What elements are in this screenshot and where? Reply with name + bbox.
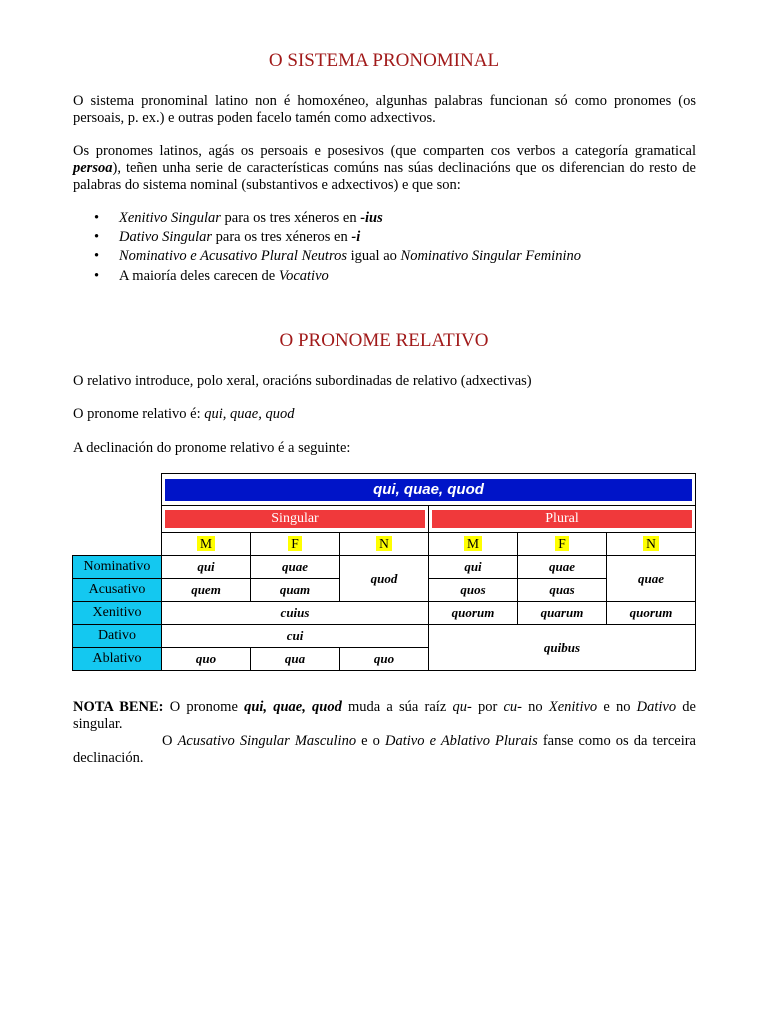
text-span: igual ao: [346, 248, 401, 265]
gender-label: F: [555, 536, 569, 551]
nota-bene-paragraph-2: [73, 733, 696, 767]
text-span: ), teñen unha serie de características comúns nas súas declinacións que os diferencian do resto de palabras do sistema nominal (substantivos e adxectivos) e que son:: [73, 160, 696, 193]
relativo-paragraph-1: O relativo introduce, polo xeral, oracións subordinadas de relativo (adxectivas): [73, 373, 532, 389]
text-span: e no: [597, 699, 637, 715]
form-cell: qui: [429, 556, 518, 579]
text-span: por: [471, 699, 504, 715]
form-cell: quae: [518, 556, 607, 579]
gender-label: M: [197, 536, 215, 551]
form-cell: cuius: [162, 602, 429, 625]
text-span: para os tres xéneros en: [212, 229, 352, 246]
gender-cell: [518, 533, 607, 556]
table-row: [73, 602, 696, 625]
case-label: Ablativo: [73, 648, 162, 671]
form-cell: quo: [162, 648, 251, 671]
text-span: A maioría deles carecen de: [119, 267, 279, 284]
form-cell: quo: [340, 648, 429, 671]
form-cell: quarum: [518, 602, 607, 625]
relativo-paragraph-2: [73, 406, 696, 423]
text-span: fanse como os da terceira declinación.: [73, 733, 696, 766]
gender-cell: [162, 533, 251, 556]
gender-label: F: [288, 536, 302, 551]
text-span: e o: [356, 733, 386, 749]
number-header-cell: [429, 506, 696, 533]
form-cell: quae: [607, 556, 696, 602]
term: Nominativo Singular Feminino: [400, 248, 581, 265]
relativo-paragraph-3: A declinación do pronome relativo é a seguinte:: [73, 440, 351, 456]
empty-cell: [73, 533, 162, 556]
table-row: [73, 556, 696, 579]
gender-cell: [429, 533, 518, 556]
text-span: O: [162, 733, 178, 749]
form-cell: quae: [251, 556, 340, 579]
text-span: de singular.: [73, 699, 696, 732]
text-span: O pronome relativo é:: [73, 406, 205, 422]
text-span: para os tres xéneros en: [220, 210, 361, 226]
list-item: [94, 228, 581, 247]
text-span: muda a súa raíz: [341, 699, 453, 715]
gender-cell: [340, 533, 429, 556]
table-row: [73, 533, 696, 556]
gender-label: N: [643, 536, 659, 551]
emphasis-persoa: persoa: [73, 160, 113, 176]
term: Nominativo e Acusativo Plural Neutros: [119, 248, 347, 265]
gender-label: M: [464, 536, 482, 551]
text-span: no: [522, 699, 549, 715]
table-row: [73, 474, 696, 506]
text-span: O pronome: [163, 699, 245, 715]
plural-header: Plural: [432, 510, 692, 528]
table-title: qui, quae, quod: [165, 479, 692, 501]
heading-pronome-relativo: O PRONOME RELATIVO: [279, 330, 489, 351]
intro-paragraph-1: O sistema pronominal latino non é homoxéneo, algunhas palabras funcionan só como pronomes (os persoais, p. ex.) e outras poden facelo tamén como adxectivos.: [73, 93, 696, 126]
pronoun-forms: qui, quae, quod: [204, 406, 295, 422]
table-row: [73, 625, 696, 648]
features-list: [94, 209, 581, 286]
root: cu-: [503, 699, 522, 715]
term: Vocativo: [278, 267, 329, 284]
list-item: [94, 247, 581, 266]
intro-paragraph-2: [73, 143, 696, 194]
heading-sistema-pronominal: O SISTEMA PRONOMINAL: [268, 50, 500, 71]
term: Dativo Singular: [119, 229, 213, 246]
nota-bene-label: NOTA BENE:: [73, 699, 164, 715]
ending: -ius: [360, 210, 383, 226]
form-cell: quibus: [429, 625, 696, 671]
list-item: [94, 209, 581, 228]
pronoun-forms: qui, quae, quod: [244, 699, 342, 715]
form-cell: quod: [340, 556, 429, 602]
table-row: [73, 506, 696, 533]
case-term: Acusativo Singular Masculino: [177, 733, 357, 749]
form-cell: quam: [251, 579, 340, 602]
empty-cell: [73, 474, 162, 506]
root: qu-: [452, 699, 472, 715]
form-cell: quem: [162, 579, 251, 602]
case-label: Acusativo: [73, 579, 162, 602]
gender-cell: [251, 533, 340, 556]
form-cell: quorum: [607, 602, 696, 625]
text-span: Os pronomes latinos, agás os persoais e posesivos (que comparten cos verbos a categoría gramatical: [73, 143, 696, 159]
form-cell: cui: [162, 625, 429, 648]
case-term: Dativo e Ablativo Plurais: [385, 733, 538, 749]
gender-label: N: [376, 536, 392, 551]
form-cell: quas: [518, 579, 607, 602]
ending: -i: [351, 229, 361, 246]
form-cell: quorum: [429, 602, 518, 625]
empty-cell: [73, 506, 162, 533]
number-header-cell: [162, 506, 429, 533]
table-title-cell: [162, 474, 696, 506]
term: Xenitivo Singular: [119, 210, 221, 226]
form-cell: qui: [162, 556, 251, 579]
list-item: [94, 267, 581, 286]
form-cell: quos: [429, 579, 518, 602]
case-label: Dativo: [73, 625, 162, 648]
singular-header: Singular: [165, 510, 425, 528]
case-term: Xenitivo: [548, 699, 598, 715]
case-term: Dativo: [636, 699, 677, 715]
nota-bene-paragraph: [73, 699, 696, 733]
form-cell: qua: [251, 648, 340, 671]
case-label: Xenitivo: [73, 602, 162, 625]
case-label: Nominativo: [73, 556, 162, 579]
declension-table: [72, 473, 696, 671]
gender-cell: [607, 533, 696, 556]
